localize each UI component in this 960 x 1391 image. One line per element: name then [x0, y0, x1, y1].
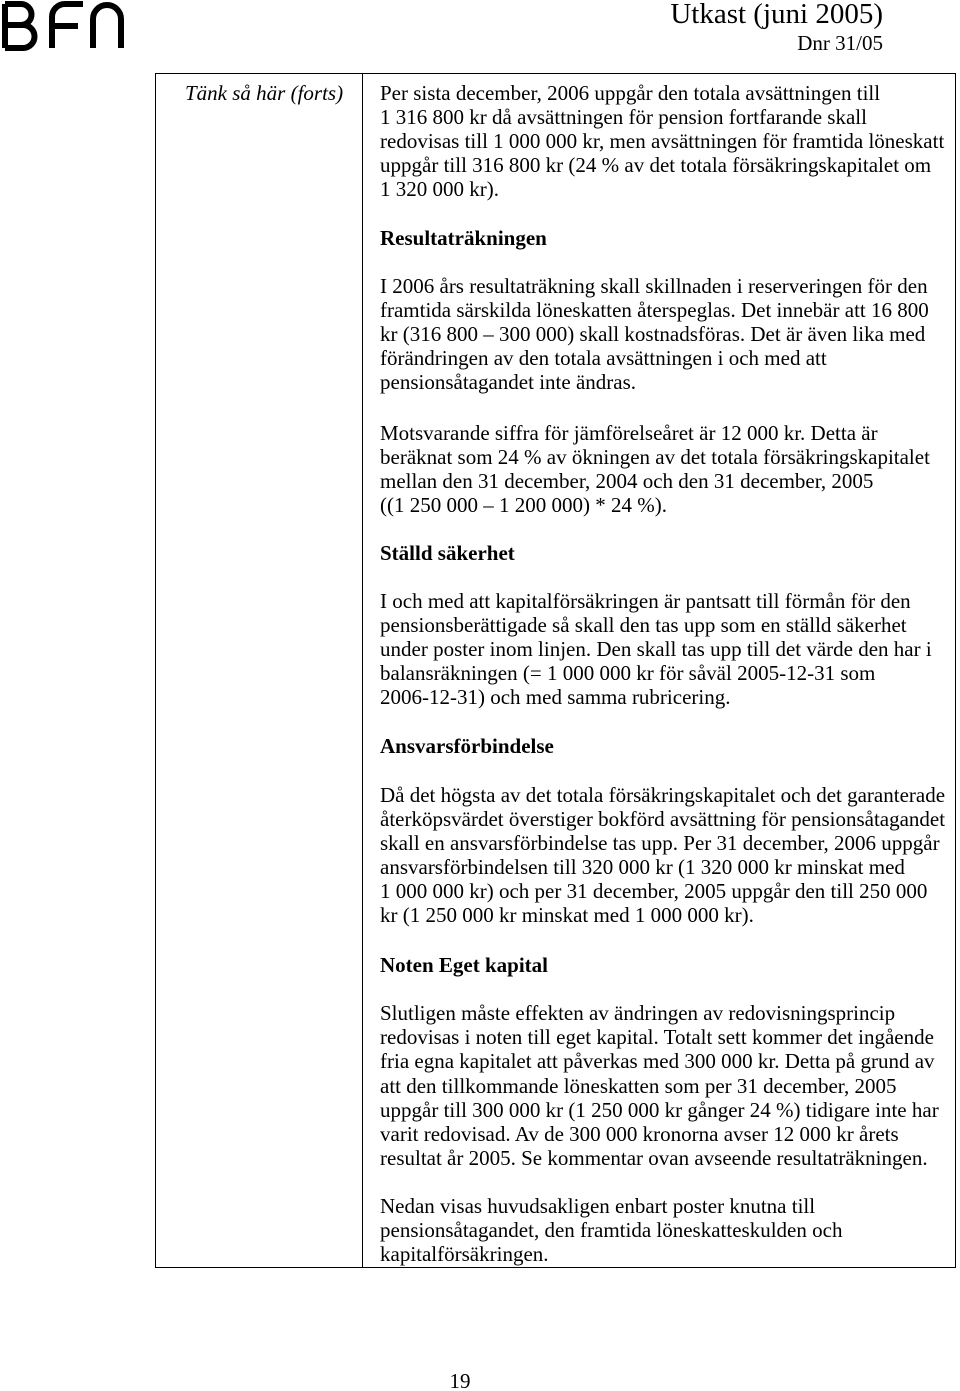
text-line: pensionsåtagandet inte ändras. [380, 370, 636, 394]
text-line: kapitalförsäkringen. [380, 1242, 549, 1267]
text-line: Nedan visas huvudsakligen enbart poster knutna till [380, 1194, 816, 1218]
paragraph [380, 783, 945, 927]
text-line: redovisas i noten till eget kapital. Totalt sett kommer det ingående [380, 1025, 934, 1050]
text-line: återköpsvärdet överstiger bokförd avsättning för pensionsåtagandet [380, 807, 946, 831]
intro-paragraph [380, 81, 944, 201]
text-line: Per sista december, 2006 uppgår den totala avsättningen till [380, 81, 881, 105]
text-line: under poster inom linjen. Den skall tas upp till det värde den har i [380, 637, 932, 661]
text-line: varit redovisad. Av de 300 000 kronorna avser 12 000 kr årets [380, 1121, 899, 1146]
text-line: mellan den 31 december, 2004 och den 31 december, 2005 [380, 469, 874, 493]
section-heading-noten-eget-kapital: Noten Eget kapital [380, 953, 548, 977]
text-line: fria egna kapitalet att påverkas med 300 000 kr. Detta på grund av [380, 1049, 935, 1074]
paragraph [380, 589, 932, 709]
text-line: skall en ansvarsförbindelse tas upp. Per 31 december, 2006 uppgår [380, 831, 940, 855]
text-line: ((1 250 000 – 1 200 000) * 24 %). [380, 493, 667, 517]
section-heading-resultatrakningen: Resultaträkningen [380, 226, 547, 250]
text-line: pensionsåtagandet, den framtida löneskatteskulden och [380, 1218, 843, 1243]
logo-letter-n [93, 5, 121, 48]
text-line: resultat år 2005. Se kommentar ovan avseende resultaträkningen. [380, 1146, 928, 1171]
text-line: att den tillkommande löneskatten som per 31 december, 2005 [380, 1073, 897, 1098]
text-line: Motsvarande siffra för jämförelseåret är 12 000 kr. Detta är [380, 421, 878, 445]
text-line: ansvarsförbindelsen till 320 000 kr (1 320 000 kr minskat med [380, 855, 905, 879]
text-line: balansräkningen (= 1 000 000 kr för såväl 2005-12-31 som [380, 661, 876, 685]
text-line: 1 316 800 kr då avsättningen för pension fortfarande skall [380, 105, 867, 129]
column-divider [362, 73, 363, 1268]
text-line: 1 320 000 kr). [380, 177, 499, 201]
left-column-label: Tänk så här (forts) [185, 81, 344, 105]
text-line: 1 000 000 kr) och per 31 december, 2005 uppgår den till 250 000 [380, 879, 928, 903]
bfn-logo [0, 0, 130, 52]
text-line: redovisas till 1 000 000 kr, men avsättningen för framtida löneskatt [380, 129, 945, 153]
section-heading-ansvarsforbindelse: Ansvarsförbindelse [380, 734, 554, 758]
text-line: framtida särskilda löneskatten återspeglas. Det innebär att 16 800 [380, 298, 929, 322]
paragraph [380, 274, 929, 394]
paragraph [380, 1194, 842, 1267]
document-reference: Dnr 31/05 [797, 31, 883, 55]
text-line: I och med att kapitalförsäkringen är pantsatt till förmån för den [380, 589, 911, 613]
draft-status: Utkast (juni 2005) [670, 0, 883, 30]
text-line: kr (1 250 000 kr minskat med 1 000 000 kr). [380, 903, 754, 927]
paragraph [380, 421, 930, 517]
text-line: Slutligen måste effekten av ändringen av redovisningsprincip [380, 1001, 896, 1025]
section-heading-stalld-sakerhet: Ställd säkerhet [380, 541, 515, 565]
text-line: 2006-12-31) och med samma rubricering. [380, 685, 731, 709]
page-number: 19 [449, 1369, 471, 1391]
text-line: förändringen av den totala avsättningen i och med att [380, 346, 827, 370]
text-line: uppgår till 300 000 kr (1 250 000 kr gånger 24 %) tidigare inte har [380, 1097, 939, 1122]
logo-letter-f [52, 4, 83, 48]
text-line: I 2006 års resultaträkning skall skillnaden i reserveringen för den [380, 274, 928, 298]
logo-letter-b [5, 4, 35, 48]
text-line: Då det högsta av det totala försäkringskapitalet och det garanterade [380, 783, 946, 807]
text-line: kr (316 800 – 300 000) skall kostnadsföras. Det är även lika med [380, 322, 926, 346]
text-line: pensionsberättigade så skall den tas upp som en ställd säkerhet [380, 613, 907, 637]
text-line: beräknat som 24 % av ökningen av det totala försäkringskapitalet [380, 445, 930, 469]
text-line: uppgår till 316 800 kr (24 % av det totala försäkringskapitalet om [380, 153, 932, 177]
paragraph [380, 1001, 939, 1170]
